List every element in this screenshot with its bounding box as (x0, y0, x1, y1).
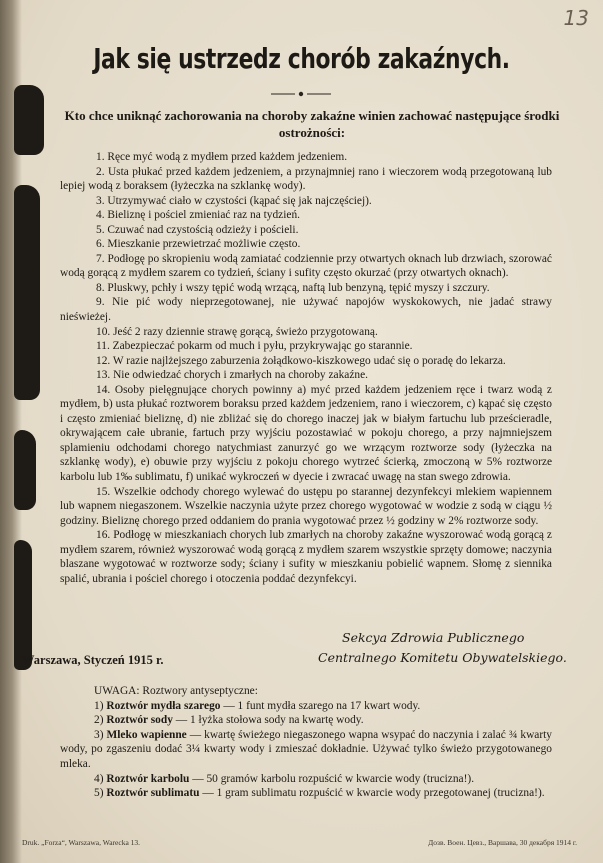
list-item (60, 786, 552, 801)
list-item: 15. Wszelkie odchody chorego wylewać do ustępu po starannej dezynfekcyi mlekiem wapiennem lub wapnem niegaszonem. Wszelkie naczynia użyte przez chorego wygotować w wodzie z sodą w ciągu ½ godziny. Bieliznę chorego przed oddaniem do prania wygotować przez ½ godziny w 2% roztworze sody. (60, 485, 552, 527)
list-item: 9. Nie pić wody nieprzegotowanej, nie używać napojów wyskokowych, nie jadać strawy nieświeżej. (60, 296, 552, 324)
list-item: 16. Podłogę w mieszkaniach chorych lub zmarłych na choroby zakaźne wyszorować wodą gorącą z mydłem szarem, również wyszorować wodą gorącą z mydłem szarem wszystkie sprzęty domowe; naczynia blaszane wygotować w roztworze sody; ściany i sufity w mieszkaniu pobielić wapnem. Słomę z siennika spalić, ubrania i pościel chorego i otoczenia poddać dezynfekcyi. (60, 529, 552, 585)
list-item: 10. Jeść 2 razy dziennie strawę gorącą, świeżo przygotowaną. (96, 325, 378, 338)
list-item: 2. Usta płukać przed każdem jedzeniem, a przynajmniej rano i wieczorem wodą przegotowaną lub lepiej wodą z boraksem (łyżeczka na szklankę wody). (60, 165, 552, 193)
list-item (60, 728, 552, 772)
signature-block (318, 628, 568, 668)
censor-approval: Дозв. Воен. Цевз., Варшава, 30 декабря 1914 г. (428, 838, 577, 847)
solution-text: — 50 gramów karbolu rozpuścić w kwarcie wody (trucizna!). (189, 772, 475, 785)
solution-text: — 1 łyżka stołowa sody na kwartę wody. (172, 714, 364, 727)
item-number: 2) (94, 714, 104, 727)
torn-edge (14, 185, 40, 400)
intro-heading: Kto chce uniknąć zachorowania na choroby zakaźne winien zachować następujące środki ostrożności: (64, 108, 560, 140)
antiseptic-solutions-note (60, 684, 552, 801)
list-item: 7. Podłogę po skropieniu wodą zamiatać codziennie przy otwartych oknach lub drzwiach, szorować wodą gorącą z mydłem szarem co tydzień, ściany i sufity często okurzać (przy otwartych oknach). (60, 252, 552, 280)
signature-line-1: Sekcya Zdrowia Publicznego (342, 630, 525, 645)
torn-edge (14, 85, 44, 155)
rules-list (60, 150, 552, 586)
list-item (60, 772, 552, 787)
list-item: 11. Zabezpieczać pokarm od much i pyłu, przykrywając go starannie. (96, 340, 413, 353)
list-item: 3. Utrzymywać ciało w czystości (kąpać się jak najczęściej). (96, 194, 372, 207)
solution-text: — 1 gram sublimatu rozpuścić w kwarcie wody przegotowanej (trucizna!). (199, 787, 545, 800)
torn-edge (14, 430, 36, 510)
item-number: 4) (94, 772, 104, 785)
date-place: Warszawa, Styczeń 1915 r. (22, 653, 164, 667)
note-heading: UWAGA: Roztwory antyseptyczne: (94, 685, 258, 697)
handwritten-page-number: 13 (563, 6, 589, 30)
list-item (60, 713, 552, 728)
item-number: 3) (94, 728, 104, 741)
list-item: 4. Bieliznę i pościel zmieniać raz na tydzień. (96, 209, 300, 222)
list-item: 5. Czuwać nad czystością odzieży i pościeli. (96, 223, 299, 236)
solution-name: Mleko wapienne (106, 728, 187, 741)
poster-title: Jak się ustrzedz chorób zakaźnych. (93, 42, 510, 75)
list-item: 6. Mieszkanie przewietrzać możliwie często. (96, 238, 301, 251)
signature-line-2: Centralnego Komitetu Obywatelskiego. (318, 650, 567, 665)
solution-name: Roztwór mydła szarego (106, 699, 221, 712)
solution-name: Roztwór sody (106, 714, 173, 727)
item-number: 5) (94, 787, 104, 800)
solution-text: — kwartę świeżego niegaszonego wapna wsypać do naczynia i zalać ¾ kwarty wody, po zgaszeniu dodać 3¼ kwarty wody i zmieszać dokładnie. Używać tylko świeżo przygotowanego mleka. (60, 728, 553, 770)
item-number: 1) (94, 699, 104, 712)
list-item: 12. W razie najlżejszego zaburzenia żołądkowo-kiszkowego udać się o poradę do lekarza. (96, 354, 506, 367)
list-item: 1. Ręce myć wodą z mydłem przed każdem jedzeniem. (96, 151, 348, 163)
ornament-divider-icon (271, 90, 331, 98)
list-item: 13. Nie odwiedzać chorych i zmarłych na choroby zakaźne. (96, 369, 368, 382)
torn-edge (14, 540, 32, 670)
printer-imprint: Druk. „Forza“, Warszawa, Warecka 13. (22, 838, 141, 847)
list-item: 8. Pluskwy, pchły i wszy tępić wodą wrzącą, naftą lub benzyną, tępić myszy i szczury. (96, 281, 490, 294)
solution-name: Roztwór karbolu (106, 772, 190, 785)
solution-text: — 1 funt mydła szarego na 17 kwart wody. (220, 699, 421, 712)
list-item: 14. Osoby pielęgnujące chorych powinny a) myć przed każdem jedzeniem ręce i twarz wodą z mydłem, b) usta płukać roztworem boraksu przed każdem jedzeniem, rano i wieczorem, c) kąpać się często i często zmieniać bieliznę, d) nie zbliżać się do chorego inaczej jak w białym fartuchu lub prześcieradle, okrywającem całe ubranie, fartuch przy wyjściu pozostawiać w pokoju chorego, a przy najmniejszem splamieniu odchodami chorego natychmiast zanurzyć go we wrzącym roztworze sody (łyżeczka na szklankę wody), e) obuwie przy wyjściu z pokoju chorego wytrzeć ścierką, zmoczoną w 5% roztworze karbolu lub 1‰ sublimatu, f) unikać wykroczeń w dyecie i zwracać uwagę na stan swego zdrowia. (60, 383, 552, 484)
solution-name: Roztwór sublimatu (106, 787, 200, 800)
list-item (60, 699, 552, 714)
